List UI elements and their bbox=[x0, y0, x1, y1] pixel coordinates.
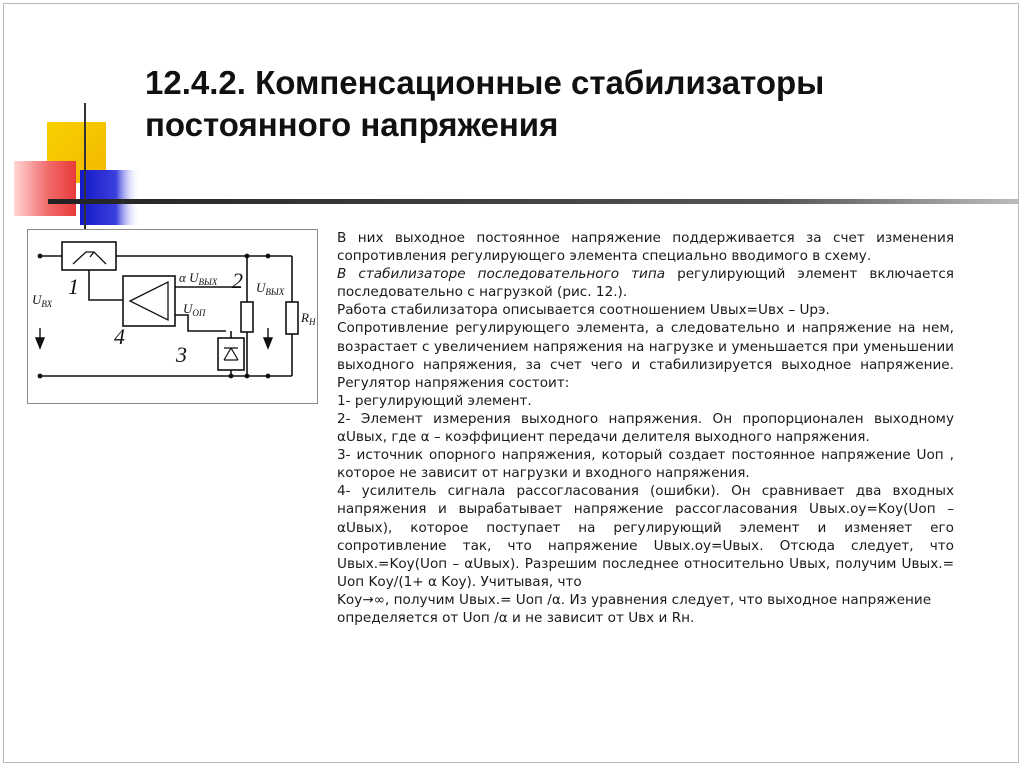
label-uvx: $U_{ВХ}$ bbox=[32, 292, 53, 309]
series-type-italic: В стабилизаторе последовательного типа bbox=[337, 266, 666, 283]
label-number-4: 4 bbox=[114, 324, 125, 349]
load-resistor bbox=[286, 302, 298, 334]
list-item-1: 1- регулирующий элемент. bbox=[337, 392, 532, 409]
paragraph-series-type bbox=[337, 265, 954, 301]
label-number-1: 1 bbox=[68, 274, 79, 299]
reference-source bbox=[218, 338, 244, 370]
circuit-diagram-svg bbox=[28, 230, 319, 405]
slide-title-line-1: 12.4.2. Компенсационные стабилизаторы bbox=[145, 64, 825, 101]
list-item-2: 2- Элемент измерения выходного напряжения. Он пропорционален выходному αUвых, где α – коэффициент передачи делителя выходного напряжения. bbox=[337, 410, 954, 446]
label-number-3: 3 bbox=[176, 342, 187, 367]
label-uop: $U_{ОП}$ bbox=[183, 301, 206, 318]
series-type-rest: регулирующий элемент включается последовательно с нагрузкой (рис. 12.). bbox=[337, 266, 954, 301]
slide-title-line-2: постоянного напряжения bbox=[145, 106, 559, 143]
divider-resistor bbox=[241, 302, 253, 332]
slide-title bbox=[145, 62, 1005, 146]
label-alpha-uvyx: α $U_{ВЫХ}$ bbox=[179, 270, 218, 287]
list-item-3: 3- источник опорного напряжения, который создает постоянное напряжение Uоп , которое не зависит от нагрузки и входного напряжения. bbox=[337, 447, 954, 482]
body-text bbox=[337, 229, 954, 627]
regulating-element bbox=[62, 242, 116, 270]
paragraph-intro: В них выходное постоянное напряжение поддерживается за счет изменения сопротивления регулирующего элемента специально вводимого в схему. bbox=[337, 230, 954, 265]
list-item-4: 4- усилитель сигнала рассогласования (ошибки). Он сравнивает два входных напряжения и вырабатывает напряжение рассогласования Uвых.оу=Kоу(Uоп – αUвых), которое поступает на регулирующий элемент и изменяет его сопротивление так, что напряжение Uвых.оу=Uвых. Отсюда следует, что Uвых.=Kоу(Uоп – αUвых). Разрешим последнее относительно Uвых, получим Uвых.= Uоп Kоу/(1+ α Kоу). Учитывая, что bbox=[337, 483, 954, 590]
paragraph-conclusion: Kоу→∞, получим Uвых.= Uоп /α. Из уравнения следует, что выходное напряжение определяется от Uоп /α и не зависит от Uвх и Rн. bbox=[337, 591, 932, 626]
label-number-2: 2 bbox=[232, 268, 243, 293]
label-uvyx: $U_{ВЫХ}$ bbox=[256, 280, 285, 297]
red-square bbox=[14, 161, 76, 216]
blue-square bbox=[80, 170, 140, 225]
label-rn: $R_Н$ bbox=[301, 310, 316, 327]
circuit-diagram bbox=[27, 229, 318, 404]
horizontal-rule bbox=[48, 199, 1018, 204]
paragraph-resistance: Сопротивление регулирующего элемента, а следовательно и напряжение на нем, возрастает с увеличением напряжения на нагрузке и уменьшается при уменьшении выходного напряжения, за счет чего и стабилизируется выходное напряжение. Регулятор напряжения состоит: bbox=[337, 320, 954, 391]
paragraph-relation: Работа стабилизатора описывается соотношением Uвых=Uвх – Uрэ. bbox=[337, 302, 830, 319]
